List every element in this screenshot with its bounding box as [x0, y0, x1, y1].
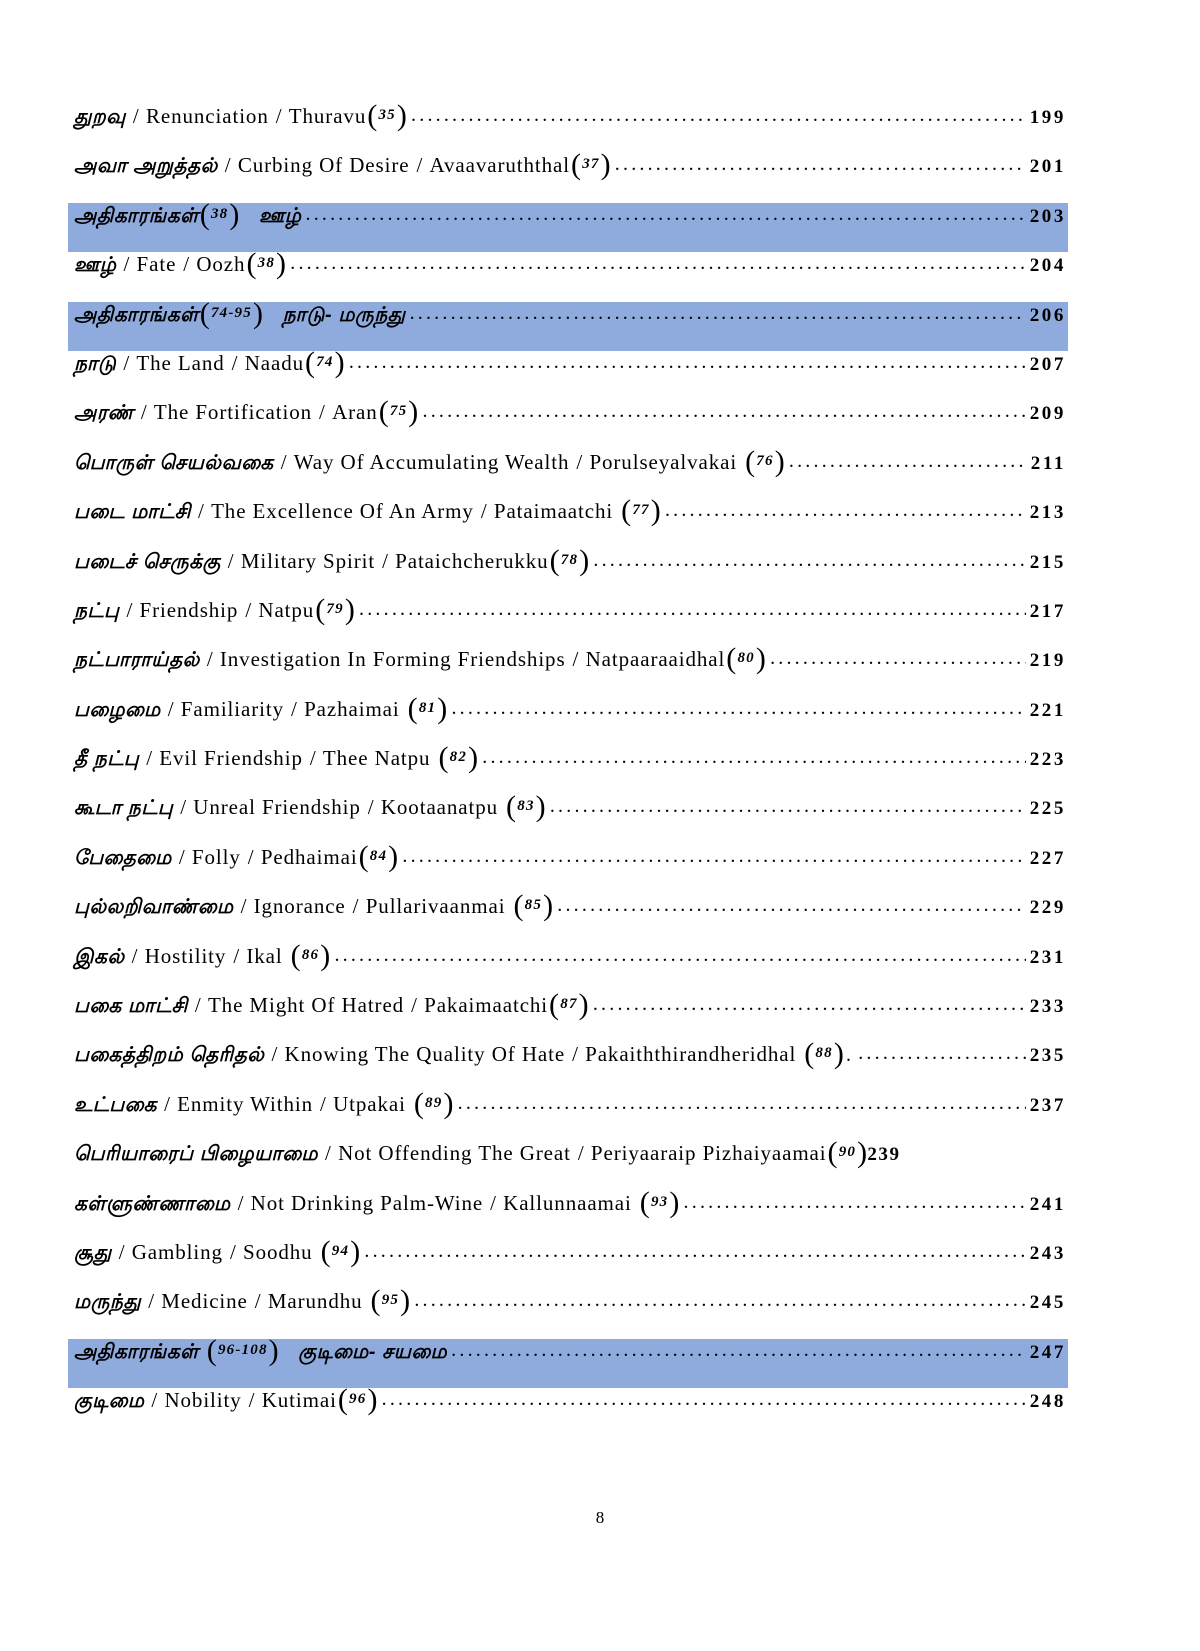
- title-separator: /: [248, 1388, 255, 1413]
- title-separator: /: [164, 1091, 171, 1116]
- title-separator: /: [118, 1239, 125, 1264]
- title-separator: /: [367, 795, 374, 820]
- toc-page-number: 217: [1029, 600, 1066, 622]
- dot-leader: [382, 1388, 1026, 1411]
- toc-entry-text: [74, 1191, 680, 1218]
- chapter-number-group: ( 88 ): [804, 1042, 845, 1071]
- entry-english-title: Hostility: [144, 943, 227, 968]
- toc-page-number: 219: [1029, 650, 1066, 672]
- chapter-number-group: ( 77 ): [621, 499, 661, 528]
- entry-romanized-title: Aran: [332, 400, 378, 425]
- toc-page-number: 245: [1029, 1292, 1066, 1314]
- chapter-number: 96-108: [217, 1341, 268, 1358]
- entry-romanized-title: Pullarivaanmai: [365, 894, 506, 919]
- chapter-number-group: ( 87 ): [549, 993, 589, 1022]
- toc-entry-text: [74, 845, 398, 872]
- entry-english-title: Military Spirit: [240, 548, 376, 573]
- chapter-number-group: ( 93 ): [639, 1190, 680, 1219]
- entry-english-title: The Fortification: [153, 400, 313, 425]
- toc-entry-row[interactable]: [68, 351, 1068, 400]
- entry-english-title: Curbing Of Desire: [237, 153, 410, 178]
- toc-page-number: 209: [1029, 403, 1066, 425]
- entry-tamil-title: நட்பாராய்தல்: [74, 649, 200, 672]
- section-tamil-label: அதிகாரங்கள்: [74, 303, 199, 326]
- toc-page-number: 227: [1029, 847, 1066, 869]
- dot-leader: [451, 697, 1025, 720]
- title-separator: /: [254, 1289, 261, 1314]
- chapter-number: 76: [756, 452, 774, 469]
- chapter-number-group: ( 38 ): [199, 202, 240, 231]
- entry-romanized-title: Naadu: [244, 350, 304, 375]
- dot-leader: [550, 795, 1026, 818]
- dot-leader: [557, 894, 1025, 917]
- title-separator: /: [480, 499, 487, 524]
- title-separator: /: [280, 449, 287, 474]
- chapter-number-group: ( 79 ): [315, 597, 356, 626]
- entry-tamil-title: சூது: [74, 1241, 112, 1264]
- dot-leader: [770, 647, 1026, 670]
- entry-tamil-title: பொருள் செயல்வகை: [74, 451, 274, 474]
- entry-english-title: Evil Friendship: [159, 746, 303, 771]
- toc-entry-text: [74, 450, 785, 477]
- dot-leader: [334, 944, 1025, 967]
- title-separator: /: [148, 1289, 155, 1314]
- entry-romanized-title: Pakaimaatchi: [424, 993, 549, 1018]
- toc-page-number: 206: [1029, 304, 1066, 326]
- entry-romanized-title: Porulseyalvakai: [589, 449, 738, 474]
- entry-english-title: Way Of Accumulating Wealth: [293, 449, 570, 474]
- title-separator: /: [240, 894, 247, 919]
- toc-page-number: 223: [1029, 749, 1066, 771]
- chapter-number: 88: [815, 1045, 833, 1062]
- dot-leader: [411, 104, 1026, 127]
- dot-leader: [410, 302, 1026, 325]
- chapter-number: 83: [517, 798, 535, 815]
- toc-entry-row[interactable]: [68, 252, 1068, 301]
- toc-entry-text: [74, 746, 478, 773]
- title-separator: /: [309, 746, 316, 771]
- toc-page-number: 207: [1029, 353, 1066, 375]
- dot-leader: [414, 1289, 1025, 1312]
- title-separator: /: [320, 1091, 327, 1116]
- toc-entry-text: [74, 400, 419, 427]
- toc-entry-row[interactable]: [68, 1289, 1068, 1338]
- dot-leader: [684, 1191, 1026, 1214]
- page-number-footer: 8: [595, 1508, 605, 1527]
- toc-entry-row[interactable]: [68, 647, 1068, 696]
- dot-leader: [458, 1092, 1026, 1115]
- title-separator: /: [490, 1190, 497, 1215]
- toc-page-number: 229: [1029, 897, 1066, 919]
- title-separator: /: [229, 1239, 236, 1264]
- toc-entry-text: [74, 203, 302, 230]
- toc-entry-text: [74, 944, 330, 971]
- title-separator: /: [271, 1042, 278, 1067]
- toc-section-row[interactable]: [68, 1339, 1068, 1388]
- chapter-number-group: ( 96 ): [337, 1388, 378, 1417]
- toc-page-number: 215: [1029, 551, 1066, 573]
- toc-entry-text: [74, 1092, 454, 1119]
- toc-entry-text: [74, 351, 345, 378]
- toc-entry-text: [74, 549, 589, 576]
- entry-tamil-title: புல்லறிவாண்மை: [74, 896, 234, 919]
- chapter-number-group: ( 76 ): [745, 449, 785, 478]
- entry-romanized-title: Kootaanatpu: [380, 795, 499, 820]
- section-tamil-label: அதிகாரங்கள்: [74, 204, 199, 227]
- title-separator: /: [151, 1388, 158, 1413]
- section-title-tamil: குடிமை- சயமை: [298, 1340, 448, 1363]
- entry-romanized-title: Periyaaraip Pizhaiyaamai: [590, 1141, 827, 1166]
- entry-tamil-title: பெரியாரைப் பிழையாமை: [74, 1143, 319, 1166]
- chapter-number: 74-95: [210, 304, 252, 321]
- section-tamil-label: அதிகாரங்கள்: [74, 1340, 199, 1363]
- toc-entry-text: [74, 993, 589, 1020]
- toc-entry-text: [74, 1240, 360, 1267]
- chapter-number: 90: [838, 1144, 857, 1161]
- entry-english-title: Folly: [191, 844, 241, 869]
- title-separator: /: [227, 548, 234, 573]
- entry-romanized-title: Thuravu: [288, 104, 367, 128]
- chapter-number: 85: [524, 897, 543, 914]
- title-separator: /: [382, 548, 389, 573]
- entry-tamil-title: படை மாட்சி: [74, 501, 192, 524]
- entry-english-title: Fate: [136, 252, 177, 277]
- toc-section-row[interactable]: [68, 203, 1068, 252]
- entry-romanized-title: Pataimaatchi: [493, 499, 614, 524]
- chapter-number-group: ( 78 ): [549, 548, 590, 577]
- toc-page-number: 247: [1029, 1341, 1066, 1363]
- spacer: [279, 1339, 298, 1364]
- dot-leader: [451, 1339, 1026, 1362]
- toc-entry-text: [74, 499, 661, 526]
- toc-page-number: 204: [1029, 255, 1066, 277]
- toc-page-number: 239: [867, 1144, 901, 1166]
- title-separator: /: [231, 350, 238, 375]
- entry-romanized-title: Kallunnaamai: [503, 1190, 632, 1215]
- entry-english-title: Familiarity: [180, 696, 285, 721]
- dot-leader: [364, 1240, 1025, 1263]
- toc-entry-text: [74, 252, 286, 279]
- title-separator: /: [206, 647, 213, 672]
- entry-tamil-title: தீ நட்பு: [74, 748, 140, 771]
- toc-entry-text: [74, 1141, 867, 1168]
- title-separator: /: [178, 844, 185, 869]
- dot-leader: [306, 203, 1026, 226]
- entry-english-title: Knowing The Quality Of Hate: [284, 1042, 566, 1067]
- chapter-number-group: ( 89 ): [413, 1091, 454, 1120]
- entry-tamil-title: கள்ளுண்ணாமை: [74, 1192, 231, 1215]
- toc-entry-row[interactable]: [68, 400, 1068, 449]
- title-separator: /: [132, 104, 139, 128]
- dot-leader: [665, 499, 1026, 522]
- entry-tamil-title: படைச் செருக்கு: [74, 550, 221, 573]
- chapter-number: 75: [389, 403, 408, 420]
- toc-entry-row[interactable]: [68, 153, 1068, 202]
- toc-page-number: 211: [1030, 452, 1066, 474]
- toc-entry-row[interactable]: [68, 1042, 1068, 1091]
- entry-english-title: Friendship: [139, 597, 239, 622]
- chapter-number: 93: [650, 1193, 669, 1210]
- leader-dot: .: [846, 1044, 852, 1067]
- entry-english-title: Gambling: [131, 1239, 223, 1264]
- dot-leader: [359, 598, 1026, 621]
- title-separator: /: [146, 746, 153, 771]
- chapter-number-group: ( 94 ): [320, 1239, 361, 1268]
- chapter-number-group: ( 74-95 ): [199, 301, 264, 330]
- chapter-number: 38: [257, 255, 276, 272]
- title-separator: /: [123, 350, 130, 375]
- toc-page-number: 225: [1029, 798, 1066, 820]
- entry-tamil-title: நட்பு: [74, 599, 120, 622]
- dot-leader: [615, 153, 1026, 176]
- title-separator: /: [291, 696, 298, 721]
- chapter-number: 78: [560, 551, 579, 568]
- title-separator: /: [194, 993, 201, 1018]
- entry-tamil-title: பழைமை: [74, 698, 161, 721]
- dot-leader: [858, 1042, 1025, 1065]
- toc-entry-row[interactable]: [68, 499, 1068, 548]
- entry-english-title: Enmity Within: [177, 1091, 314, 1116]
- entry-english-title: Not Drinking Palm-Wine: [250, 1190, 484, 1215]
- toc-entry-row[interactable]: [68, 894, 1068, 943]
- chapter-number-group: ( 38 ): [246, 252, 287, 281]
- dot-leader: [593, 993, 1026, 1016]
- entry-english-title: Investigation In Forming Friendships: [219, 647, 566, 672]
- toc-entry-row[interactable]: [68, 845, 1068, 894]
- title-separator: /: [576, 449, 583, 474]
- chapter-number: 84: [369, 847, 388, 864]
- entry-romanized-title: Pakaiththirandheridhal: [585, 1042, 797, 1067]
- chapter-number: 96: [349, 1391, 367, 1408]
- title-separator: /: [224, 153, 231, 178]
- entry-tamil-title: இகல்: [74, 945, 125, 968]
- chapter-number-group: ( 82 ): [438, 746, 479, 775]
- entry-tamil-title: கூடா நட்பு: [74, 797, 174, 820]
- title-separator: /: [237, 1190, 244, 1215]
- toc-section-row[interactable]: [68, 302, 1068, 351]
- entry-tamil-title: உட்பகை: [74, 1093, 158, 1116]
- dot-leader: [290, 252, 1025, 275]
- chapter-number: 86: [301, 946, 320, 963]
- dot-leader: [789, 450, 1027, 473]
- chapter-number-group: ( 75 ): [378, 400, 419, 429]
- section-title-tamil: ஊழ்: [259, 204, 302, 227]
- toc-page-number: 233: [1029, 996, 1066, 1018]
- chapter-number-group: ( 83 ): [506, 795, 546, 824]
- chapter-number-group: ( 96-108 ): [206, 1338, 279, 1367]
- chapter-number: 79: [326, 600, 344, 617]
- chapter-number-group: ( 81 ): [407, 696, 448, 725]
- toc-page-number: 235: [1029, 1045, 1066, 1067]
- title-separator: /: [411, 993, 418, 1018]
- table-of-contents: [68, 104, 1068, 1438]
- chapter-number-group: ( 84 ): [358, 844, 399, 873]
- toc-entry-row[interactable]: [68, 450, 1068, 499]
- toc-entry-text: [74, 697, 447, 724]
- section-title-tamil: நாடு- மருந்து: [282, 303, 406, 326]
- title-separator: /: [233, 943, 240, 968]
- title-separator: /: [319, 400, 326, 425]
- entry-tamil-title: பகைத்திறம் தெரிதல்: [74, 1044, 265, 1067]
- entry-english-title: Ignorance: [253, 894, 346, 919]
- entry-romanized-title: Soodhu: [242, 1239, 313, 1264]
- title-separator: /: [245, 597, 252, 622]
- entry-romanized-title: Natpaaraaidhal: [585, 647, 726, 672]
- title-separator: /: [198, 499, 205, 524]
- toc-page-number: 248: [1029, 1391, 1066, 1413]
- entry-tamil-title: அவா அறுத்தல்: [74, 155, 218, 178]
- toc-entry-row[interactable]: [68, 598, 1068, 647]
- toc-entry-row[interactable]: [68, 1240, 1068, 1289]
- title-separator: /: [325, 1141, 332, 1166]
- toc-page-number: 213: [1029, 502, 1066, 524]
- toc-page-number: 237: [1029, 1094, 1066, 1116]
- title-separator: /: [572, 647, 579, 672]
- toc-entry-text: [74, 1388, 378, 1415]
- entry-romanized-title: Pazhaimai: [304, 696, 400, 721]
- toc-entry-text: [74, 647, 766, 674]
- toc-entry-row[interactable]: [68, 549, 1068, 598]
- chapter-number: 35: [378, 107, 396, 123]
- entry-romanized-title: Kutimai: [261, 1388, 337, 1413]
- title-separator: /: [572, 1042, 579, 1067]
- entry-english-title: Unreal Friendship: [193, 795, 361, 820]
- chapter-number: 89: [425, 1094, 443, 1111]
- entry-tamil-title: மருந்து: [74, 1291, 142, 1314]
- entry-english-title: Not Offending The Great: [338, 1141, 571, 1166]
- chapter-number: 95: [381, 1292, 400, 1309]
- dot-leader: [593, 549, 1025, 572]
- entry-english-title: The Might Of Hatred: [207, 993, 405, 1018]
- chapter-number-group: ( 35 ): [367, 104, 408, 132]
- chapter-number: 77: [632, 502, 650, 519]
- chapter-number: 37: [582, 156, 600, 173]
- toc-entry-text: [74, 894, 553, 921]
- entry-english-title: Medicine: [161, 1289, 248, 1314]
- toc-page-number: 243: [1029, 1242, 1066, 1264]
- toc-page-number: 201: [1029, 156, 1066, 178]
- title-separator: /: [126, 597, 133, 622]
- chapter-number-group: ( 74 ): [305, 350, 345, 379]
- title-separator: /: [247, 844, 254, 869]
- toc-entry-row[interactable]: [68, 104, 1068, 153]
- toc-page-number: 241: [1029, 1193, 1066, 1215]
- chapter-number: 38: [210, 205, 229, 222]
- entry-tamil-title: நாடு: [74, 352, 117, 375]
- entry-romanized-title: Natpu: [258, 597, 315, 622]
- title-separator: /: [352, 894, 359, 919]
- title-separator: /: [275, 104, 282, 128]
- toc-entry-row[interactable]: [68, 697, 1068, 746]
- toc-page-number: 221: [1029, 699, 1066, 721]
- dot-leader: [423, 400, 1026, 423]
- title-separator: /: [180, 795, 187, 820]
- title-separator: /: [416, 153, 423, 178]
- chapter-number-group: ( 95 ): [370, 1289, 411, 1318]
- entry-romanized-title: Avaavaruththal: [429, 153, 570, 178]
- entry-romanized-title: Pedhaimai: [260, 844, 358, 869]
- toc-entry-text: [74, 598, 355, 625]
- toc-entry-text: [74, 104, 407, 131]
- toc-page-number: 231: [1029, 946, 1066, 968]
- chapter-number: 82: [449, 749, 468, 766]
- dot-leader: [402, 845, 1025, 868]
- entry-romanized-title: Pataichcherukku: [395, 548, 549, 573]
- entry-romanized-title: Ikal: [246, 943, 283, 968]
- title-separator: /: [123, 252, 130, 277]
- entry-tamil-title: பகை மாட்சி: [74, 995, 188, 1018]
- entry-romanized-title: Thee Natpu: [322, 746, 431, 771]
- entry-english-title: The Land: [136, 350, 225, 375]
- title-separator: /: [167, 696, 174, 721]
- toc-page-number: 199: [1029, 107, 1066, 128]
- chapter-number-group: ( 37 ): [570, 153, 611, 182]
- title-separator: /: [183, 252, 190, 277]
- toc-entry-row[interactable]: [68, 944, 1068, 993]
- chapter-number: 87: [560, 996, 578, 1013]
- toc-entry-row[interactable]: [68, 1191, 1068, 1240]
- toc-entry-text: [74, 1339, 447, 1366]
- entry-english-title: Renunciation: [145, 104, 269, 128]
- chapter-number-group: ( 85 ): [513, 894, 554, 923]
- dot-leader: [482, 746, 1025, 769]
- dot-leader: [349, 351, 1026, 374]
- entry-romanized-title: Oozh: [196, 252, 246, 277]
- chapter-number-group: ( 80 ): [726, 647, 767, 676]
- entry-tamil-title: குடிமை: [74, 1390, 145, 1413]
- title-separator: /: [140, 400, 147, 425]
- toc-entry-row[interactable]: [68, 1141, 1068, 1190]
- entry-tamil-title: ஊழ்: [74, 254, 117, 277]
- toc-entry-text: [74, 1289, 410, 1316]
- chapter-number: 94: [331, 1242, 350, 1259]
- toc-entry-row[interactable]: [68, 1388, 1068, 1437]
- entry-tamil-title: அரண்: [74, 402, 134, 425]
- spacer: [263, 302, 282, 327]
- spacer: [240, 203, 259, 228]
- chapter-number: 74: [316, 353, 334, 370]
- chapter-number: 80: [737, 650, 755, 667]
- toc-entry-text: [74, 302, 406, 329]
- entry-english-title: Nobility: [164, 1388, 242, 1413]
- entry-romanized-title: Marundhu: [267, 1289, 363, 1314]
- entry-tamil-title: துறவு: [74, 106, 126, 128]
- chapter-number: 81: [418, 699, 437, 716]
- toc-entry-row[interactable]: [68, 746, 1068, 795]
- toc-page-number: 203: [1029, 205, 1066, 227]
- chapter-number-group: ( 86 ): [290, 943, 331, 972]
- title-separator: /: [577, 1141, 584, 1166]
- toc-entry-text: [74, 795, 546, 822]
- chapter-number-group: ( 90 ): [827, 1141, 868, 1170]
- toc-entry-text: [74, 1042, 854, 1069]
- toc-entry-row[interactable]: [68, 795, 1068, 844]
- entry-english-title: The Excellence Of An Army: [211, 499, 474, 524]
- toc-entry-row[interactable]: [68, 1092, 1068, 1141]
- toc-entry-row[interactable]: [68, 993, 1068, 1042]
- entry-tamil-title: பேதைமை: [74, 846, 172, 869]
- entry-romanized-title: Utpakai: [333, 1091, 406, 1116]
- toc-entry-text: [74, 153, 611, 180]
- title-separator: /: [131, 943, 138, 968]
